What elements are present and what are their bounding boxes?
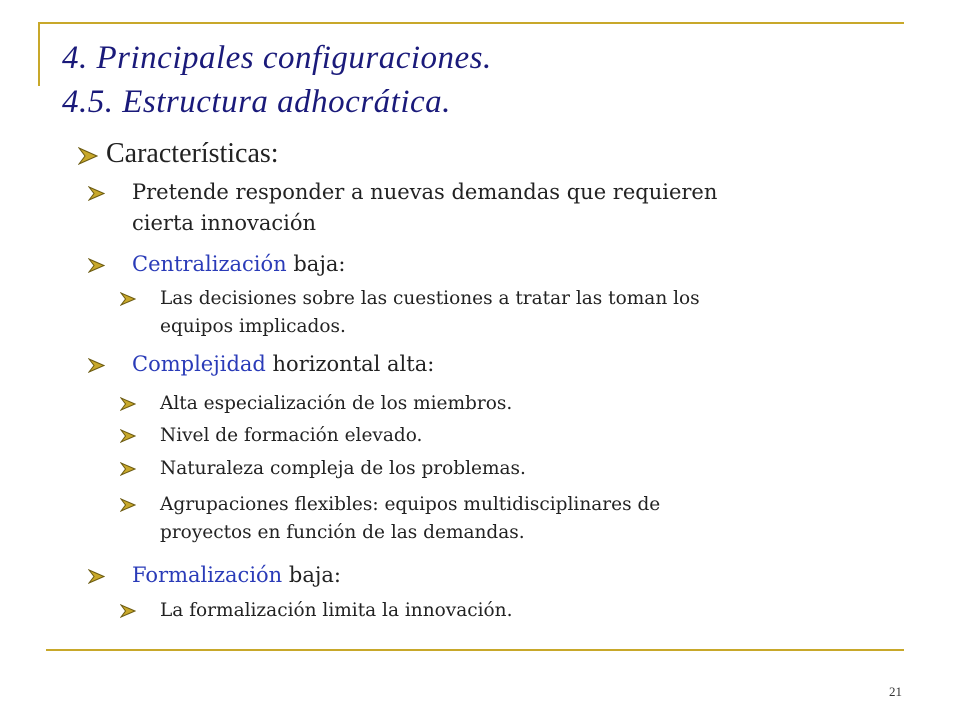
list-item-text xyxy=(132,352,434,376)
sublist-item-text-cont: equipos implicados. xyxy=(160,316,346,337)
list-item-text-cont: cierta innovación xyxy=(132,211,317,235)
list-item-centralizacion xyxy=(88,252,688,282)
arrowhead-bullet-icon xyxy=(88,569,105,584)
arrowhead-bullet-icon xyxy=(120,498,136,512)
sublist-item-text: Nivel de formación elevado. xyxy=(160,425,423,446)
left-vertical-rule xyxy=(38,22,40,86)
keyword-rest: baja: xyxy=(282,563,341,587)
keyword-rest: horizontal alta: xyxy=(265,352,435,376)
top-rule xyxy=(38,22,904,24)
sublist-item-limita xyxy=(120,600,820,626)
arrowhead-bullet-icon xyxy=(88,186,105,201)
list-item-text xyxy=(132,563,341,587)
keyword: Formalización xyxy=(132,563,283,587)
sublist-item-text: Las decisiones sobre las cuestiones a tratar las toman los xyxy=(160,288,700,309)
sublist-item-formacion xyxy=(120,425,820,451)
arrowhead-bullet-icon xyxy=(88,358,105,373)
heading-text: Características: xyxy=(106,138,279,169)
title-line-2: 4.5. Estructura adhocrática. xyxy=(62,84,451,120)
arrowhead-bullet-icon xyxy=(88,258,105,273)
arrowhead-bullet-icon xyxy=(120,604,136,618)
slide-title xyxy=(62,36,492,124)
arrowhead-bullet-icon xyxy=(120,429,136,443)
list-item-text xyxy=(132,252,345,276)
title-line-1: 4. Principales configuraciones. xyxy=(62,40,492,76)
sublist-item-text: La formalización limita la innovación. xyxy=(160,600,513,621)
page-number: 21 xyxy=(889,684,902,699)
keyword: Centralización xyxy=(132,252,287,276)
arrowhead-bullet-icon xyxy=(78,147,98,165)
sublist-item-text: Agrupaciones flexibles: equipos multidisciplinares de xyxy=(160,494,661,515)
keyword-rest: baja: xyxy=(286,252,346,276)
sublist-item-especializacion xyxy=(120,393,820,419)
heading-caracteristicas xyxy=(78,138,478,172)
keyword: Complejidad xyxy=(132,352,266,376)
sublist-item-text: Alta especialización de los miembros. xyxy=(160,393,513,414)
sublist-item-naturaleza xyxy=(120,458,820,484)
list-item-pretende xyxy=(88,180,918,240)
list-item-text: Pretende responder a nuevas demandas que requieren xyxy=(132,180,718,204)
sublist-item-text: Naturaleza compleja de los problemas. xyxy=(160,458,526,479)
list-item-complejidad xyxy=(88,352,688,382)
list-item-formalizacion xyxy=(88,563,688,593)
sublist-item-agrupaciones xyxy=(120,494,920,550)
sublist-item-decisiones xyxy=(120,288,920,344)
bottom-rule xyxy=(46,649,904,651)
sublist-item-text-cont: proyectos en función de las demandas. xyxy=(160,522,525,543)
arrowhead-bullet-icon xyxy=(120,292,136,306)
arrowhead-bullet-icon xyxy=(120,397,136,411)
arrowhead-bullet-icon xyxy=(120,462,136,476)
